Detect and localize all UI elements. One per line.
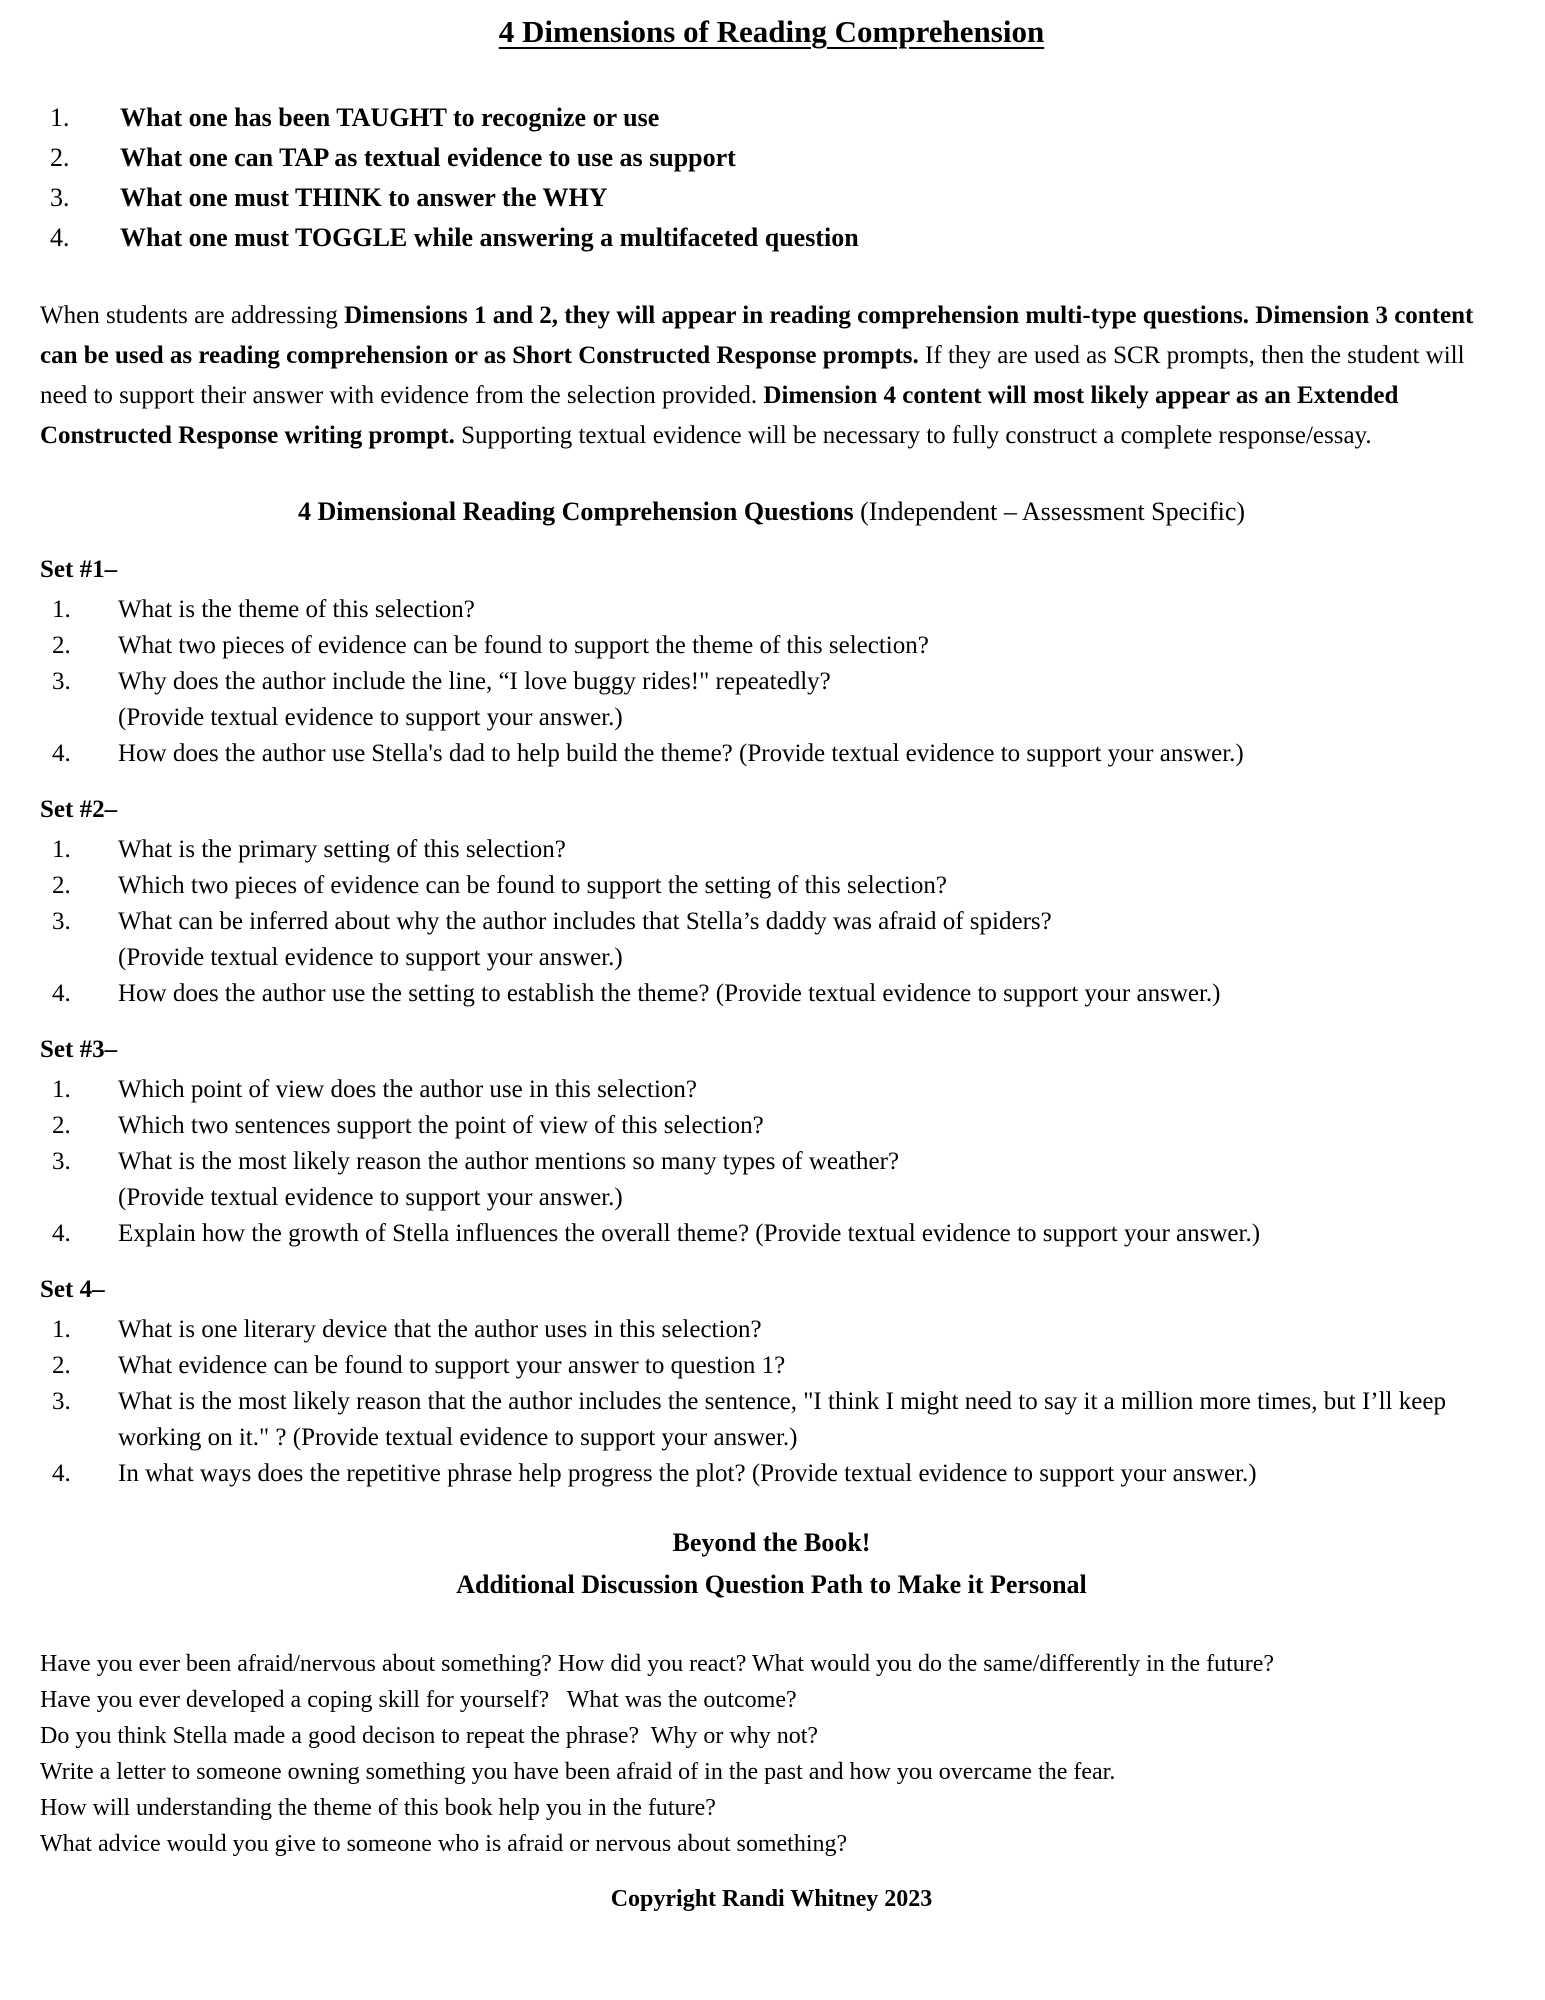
question-line: Which two pieces of evidence can be found to support the setting of this selection? <box>118 872 947 899</box>
question-row <box>40 1384 1503 1456</box>
dimension-item <box>40 98 1503 138</box>
question-row <box>40 592 1503 628</box>
question-text <box>118 904 1503 976</box>
question-line: How does the author use the setting to establish the theme? (Provide textual evidence to support your answer.) <box>118 980 1221 1007</box>
question-set <box>40 1032 1503 1252</box>
question-number: 1. <box>52 1076 71 1103</box>
intro-segment: When students are addressing <box>40 302 345 329</box>
question-text <box>118 1144 1503 1216</box>
question-line: What evidence can be found to support your answer to question 1? <box>118 1352 786 1379</box>
question-number: 2. <box>52 1112 71 1139</box>
dimension-text: What one can TAP as textual evidence to use as support <box>120 143 736 172</box>
question-set <box>40 792 1503 1012</box>
question-number: 2. <box>52 872 71 899</box>
discussion-question: Write a letter to someone owning something you have been afraid of in the past and how you overcame the fear. <box>40 1759 1116 1785</box>
dimension-text: What one must THINK to answer the WHY <box>120 183 608 212</box>
document-title <box>40 14 1503 50</box>
question-text <box>118 1384 1503 1456</box>
intro-segment: Dimension 4 content will most likely appear as an Extended Constructed Response writing prompt. <box>40 382 1399 449</box>
question-line: In what ways does the repetitive phrase help progress the plot? (Provide textual evidence to support your answer.) <box>118 1460 1257 1487</box>
discussion-questions <box>40 1646 1503 1862</box>
question-text <box>118 1456 1503 1492</box>
intro-segment: Dimensions 1 and 2, they will appear in reading comprehension multi-type questions. Dimension 3 content can be used as reading comprehension or as Short Constructed Response prompts. <box>40 302 1474 369</box>
question-text <box>118 1216 1503 1252</box>
question-line: What is the primary setting of this selection? <box>118 836 566 863</box>
question-row <box>40 868 1503 904</box>
question-set <box>40 1272 1503 1492</box>
question-line: What two pieces of evidence can be found to support the theme of this selection? <box>118 632 929 659</box>
dimension-number: 2. <box>50 143 70 172</box>
question-row <box>40 1456 1503 1492</box>
discussion-question: Do you think Stella made a good decison to repeat the phrase? Why or why not? <box>40 1723 819 1749</box>
question-row <box>40 976 1503 1012</box>
document-title-text: 4 Dimensions of Reading Comprehension <box>498 14 1045 49</box>
question-number: 3. <box>52 668 71 695</box>
question-number: 3. <box>52 1388 71 1415</box>
question-text <box>118 868 1503 904</box>
question-number: 2. <box>52 632 71 659</box>
question-text <box>118 1312 1503 1348</box>
question-subline: (Provide textual evidence to support your answer.) <box>118 944 623 971</box>
dimension-number: 1. <box>50 103 70 132</box>
set-label: Set 4– <box>40 1276 105 1303</box>
questions-heading-paren: (Independent – Assessment Specific) <box>853 497 1246 526</box>
question-number: 2. <box>52 1352 71 1379</box>
question-number: 1. <box>52 836 71 863</box>
questions-heading-main: 4 Dimensional Reading Comprehension Questions <box>297 497 854 526</box>
beyond-title-line2: Additional Discussion Question Path to Make it Personal <box>456 1570 1087 1599</box>
dimension-item <box>40 218 1503 258</box>
question-number: 4. <box>52 980 71 1007</box>
intro-paragraph <box>40 296 1503 456</box>
dimension-text: What one has been TAUGHT to recognize or use <box>120 103 660 132</box>
beyond-title-line1: Beyond the Book! <box>672 1528 871 1557</box>
set-label: Set #1– <box>40 556 118 583</box>
question-line: Which two sentences support the point of view of this selection? <box>118 1112 764 1139</box>
discussion-question: Have you ever been afraid/nervous about something? How did you react? What would you do the same/differently in the future? <box>40 1651 1275 1677</box>
question-number: 4. <box>52 1460 71 1487</box>
question-text <box>118 832 1503 868</box>
question-row <box>40 1312 1503 1348</box>
question-row <box>40 1072 1503 1108</box>
question-row <box>40 1144 1503 1216</box>
question-line: What is the most likely reason the author mentions so many types of weather? <box>118 1148 900 1175</box>
question-line: What is one literary device that the author uses in this selection? <box>118 1316 762 1343</box>
dimensions-list <box>40 98 1503 258</box>
question-row <box>40 1216 1503 1252</box>
question-line: Which point of view does the author use in this selection? <box>118 1076 698 1103</box>
question-set <box>40 552 1503 772</box>
question-text <box>118 628 1503 664</box>
question-text <box>118 1348 1503 1384</box>
question-number: 1. <box>52 596 71 623</box>
copyright-footer: Copyright Randi Whitney 2023 <box>610 1886 933 1912</box>
set-label: Set #3– <box>40 1036 118 1063</box>
question-number: 3. <box>52 1148 71 1175</box>
question-text <box>118 976 1503 1012</box>
discussion-question: Have you ever developed a coping skill for yourself? What was the outcome? <box>40 1687 797 1713</box>
question-row <box>40 736 1503 772</box>
question-line: Why does the author include the line, “I love buggy rides!" repeatedly? <box>118 668 831 695</box>
intro-segment: If they are used as SCR prompts, then the student will need to support their answer with evidence from the selection provided. <box>40 342 1465 409</box>
question-row <box>40 1108 1503 1144</box>
intro-segment: Supporting textual evidence will be necessary to fully construct a complete response/essay. <box>454 422 1372 449</box>
dimension-item <box>40 138 1503 178</box>
question-number: 1. <box>52 1316 71 1343</box>
question-text <box>118 664 1503 736</box>
discussion-question: How will understanding the theme of this book help you in the future? <box>40 1795 716 1821</box>
question-line: What is the most likely reason that the author includes the sentence, "I think I might need to say it a million more times, but I’ll keep working on it." ? (Provide textual evidence to support your answer.) <box>118 1388 1446 1451</box>
question-row <box>40 1348 1503 1384</box>
discussion-question: What advice would you give to someone who is afraid or nervous about something? <box>40 1831 848 1857</box>
dimension-text: What one must TOGGLE while answering a multifaceted question <box>120 223 859 252</box>
question-row <box>40 664 1503 736</box>
set-label: Set #2– <box>40 796 118 823</box>
question-number: 4. <box>52 740 71 767</box>
question-subline: (Provide textual evidence to support your answer.) <box>118 704 623 731</box>
question-number: 4. <box>52 1220 71 1247</box>
question-line: What is the theme of this selection? <box>118 596 475 623</box>
question-text <box>118 1108 1503 1144</box>
question-row <box>40 832 1503 868</box>
question-line: Explain how the growth of Stella influences the overall theme? (Provide textual evidence to support your answer.) <box>118 1220 1261 1247</box>
question-line: How does the author use Stella's dad to help build the theme? (Provide textual evidence to support your answer.) <box>118 740 1244 767</box>
question-text <box>118 1072 1503 1108</box>
question-subline: (Provide textual evidence to support your answer.) <box>118 1184 623 1211</box>
dimension-number: 4. <box>50 223 70 252</box>
question-number: 3. <box>52 908 71 935</box>
question-row <box>40 628 1503 664</box>
questions-heading <box>40 492 1503 532</box>
question-text <box>118 592 1503 628</box>
question-row <box>40 904 1503 976</box>
beyond-the-book-heading <box>40 1522 1503 1606</box>
question-sets <box>40 552 1503 1492</box>
question-text <box>118 736 1503 772</box>
dimension-number: 3. <box>50 183 70 212</box>
dimension-item <box>40 178 1503 218</box>
question-line: What can be inferred about why the author includes that Stella’s daddy was afraid of spiders? <box>118 908 1052 935</box>
